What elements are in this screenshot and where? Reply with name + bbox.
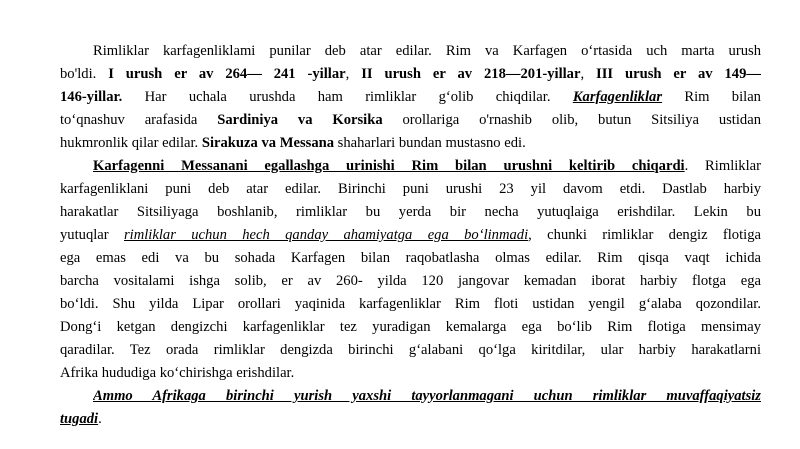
text-line xyxy=(60,63,761,86)
emphasized-text: Ammo Afrikaga birinchi yurish yaxshi tayyorlanmaganі uchun rimliklar muvaffaqiyatsiz xyxy=(93,388,761,404)
text-run: Har uchala urushda ham rimliklar g‘olib chiqdilar. xyxy=(122,89,573,105)
emphasized-text: II urush er av 218—201-yillar xyxy=(361,66,581,82)
text-line xyxy=(60,362,761,385)
text-run: bo'ldi. xyxy=(60,66,109,82)
text-line xyxy=(60,86,761,109)
text-line xyxy=(60,132,761,155)
text-run: Afrika hududiga ko‘chirishga erishdilar. xyxy=(60,365,295,381)
text-run: , xyxy=(345,66,362,82)
text-line xyxy=(60,201,761,224)
emphasized-text: 146-yillar. xyxy=(60,89,123,105)
text-run: . Rimliklar xyxy=(684,158,761,174)
text-line xyxy=(93,385,761,408)
emphasized-text: I urush er av 264— 241 -yillar xyxy=(108,66,346,82)
text-run: Dong‘i ketgan dengizchi karfagenliklar tez yuradigan kemalarga ega bo‘lib Rim flotiga mensimay xyxy=(60,319,761,335)
text-run: bo‘ldi. Shu yilda Lipar orollari yaqinida karfagenliklar Rim floti ustidan yengil g‘alaba qozondilar. xyxy=(60,296,761,312)
text-run: yutuqlar xyxy=(60,227,124,243)
emphasized-text: Sardiniya va Korsika xyxy=(217,112,383,128)
text-run: barcha vositalami ishga solib, er av 260- yilda 120 jangovar kemadan iborat harbiy flotga ega xyxy=(60,273,761,289)
text-run: , chunki rimliklar dengiz flotiga xyxy=(528,227,761,243)
text-run: to‘qnashuv arafasida xyxy=(60,112,218,128)
text-run: hukmronlik qilar edilar. xyxy=(60,135,202,151)
text-line xyxy=(60,247,761,270)
text-line xyxy=(93,40,761,63)
text-run: karfagenliklani puni deb atar edilar. Birinchi puni urushi 23 yil davom etdi. Dastlab harbiy xyxy=(60,181,761,197)
text-line xyxy=(60,178,761,201)
text-run: , xyxy=(580,66,597,82)
emphasized-text: Karfagenni Messanani egallashga urinishi Rim bilan urushni keltirib chiqardi xyxy=(93,158,685,174)
emphasized-text: Karfagenliklar xyxy=(572,89,663,105)
text-line xyxy=(60,316,761,339)
text-line xyxy=(60,293,761,316)
text-run: ega emas edi va bu sohada Karfagen bilan raqobatlasha olmas edilar. Rim qisqa vaqt ichida xyxy=(60,250,761,266)
text-run: . xyxy=(98,411,102,427)
text-run: harakatlar Sitsiliyaga boshlanib, rimliklar bu yerda bir necha yutuqlaiga erishdilar. Lekin bu xyxy=(60,204,761,220)
emphasized-text: tugadi xyxy=(60,411,99,427)
emphasized-text: III urush er av 149— xyxy=(596,66,761,82)
text-line xyxy=(93,155,761,178)
text-run: orollariga o'rnashib olib, butun Sitsiliya ustidan xyxy=(382,112,761,128)
text-line xyxy=(60,339,761,362)
text-line xyxy=(60,408,761,431)
text-line xyxy=(60,270,761,293)
text-run: shaharlari bundan mustasno edi. xyxy=(334,135,526,151)
text-run: Rim bilan xyxy=(662,89,761,105)
text-run: qaradilar. Tez orada rimliklar dengizda birinchi g‘alabani qo‘lga kiritdilar, ular harbiy harakatlarni xyxy=(60,342,761,358)
text-run: Rimliklar karfagenliklami punilar deb atar edilar. Rim va Karfagen o‘rtasida uch marta urush xyxy=(93,43,761,59)
text-line xyxy=(60,109,761,132)
emphasized-text: Sirakuza va Messana xyxy=(201,135,335,151)
emphasized-text: rimliklar uchun hech qanday ahamiyatga ega bo‘linmadi xyxy=(123,227,529,243)
text-line xyxy=(60,224,761,247)
